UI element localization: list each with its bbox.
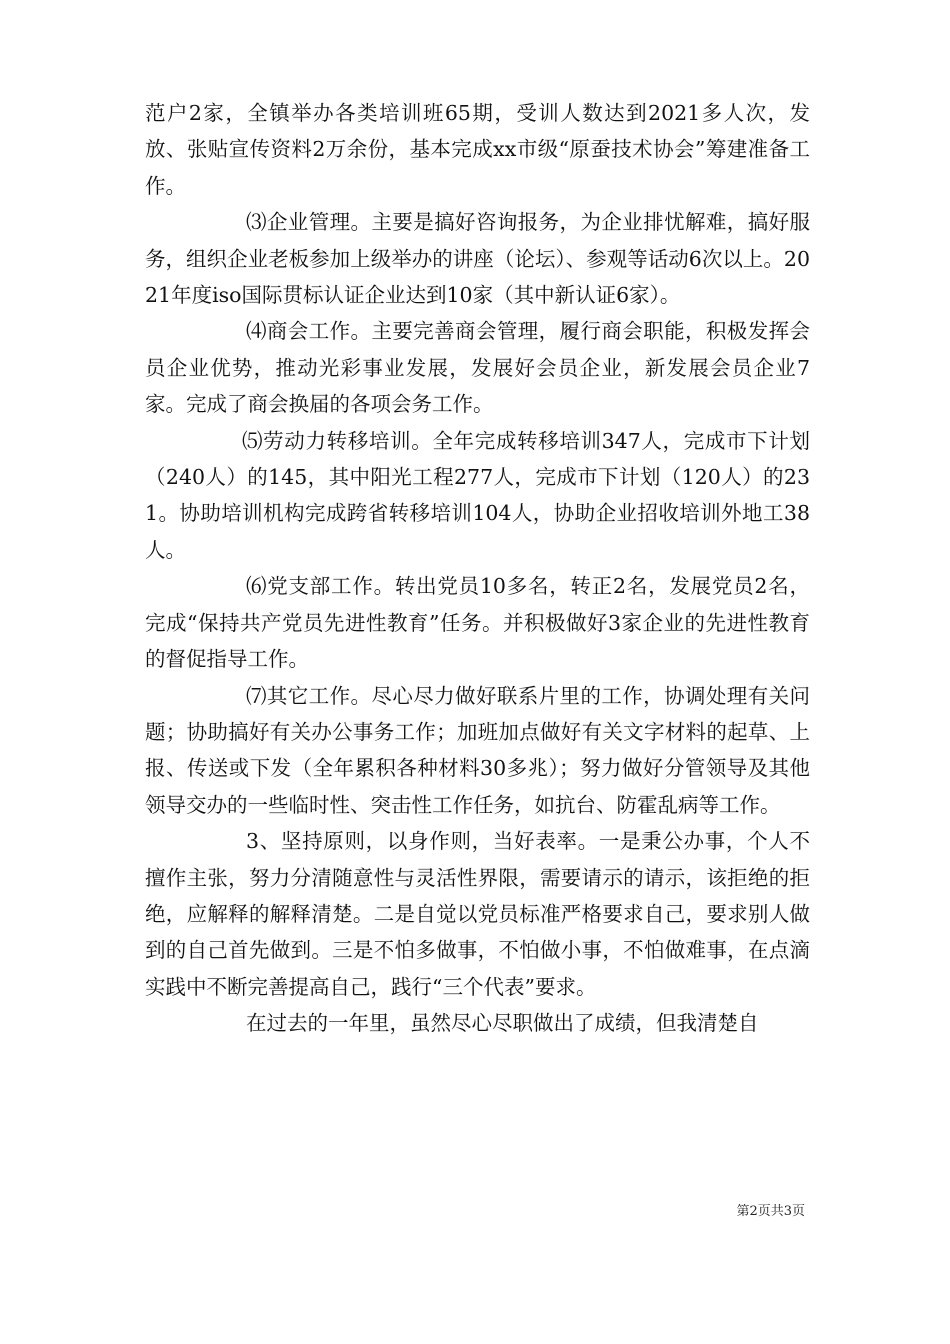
page-number: 第2页共3页 xyxy=(736,1204,805,1219)
paragraph-principles: 3、坚持原则，以身作则，当好表率。一是秉公办事，个人不擅作主张，努力分清随意性与灵活性界限，需要请示的请示，该拒绝的拒绝，应解释的解释清楚。二是自觉以党员标准严格要求自己，要求别人做到的自己首先做到。三是不怕多做事，不怕做小事，不怕做难事，在点滴实践中不断完善提高自己，践行“三个代表”要求。 xyxy=(145,829,810,999)
document-body xyxy=(145,95,810,1042)
paragraph-party-branch: ⑹党支部工作。转出党员10多名，转正2名，发展党员2名，完成“保持共产党员先进性教育”任务。并积极做好3家企业的先进性教育的督促指导工作。 xyxy=(145,574,810,672)
paragraph-reflection: 在过去的一年里，虽然尽心尽职做出了成绩，但我清楚自 xyxy=(246,1011,759,1036)
paragraph-other-work: ⑺其它工作。尽心尽力做好联系片里的工作，协调处理有关问题；协助搞好有关办公事务工作；加班加点做好有关文字材料的起草、上报、传送或下发（全年累积各种材料30多兆）；努力做好分管领导及其他领导交办的一些临时性、突击性工作任务，如抗台、防霍乱病等工作。 xyxy=(145,683,810,817)
paragraph-continuation: 范户2家，全镇举办各类培训班65期，受训人数达到2021多人次，发放、张贴宣传资料2万余份，基本完成xx市级“原蚕技术协会”筹建准备工作。 xyxy=(145,101,810,198)
paragraph-chamber-of-commerce: ⑷商会工作。主要完善商会管理，履行商会职能，积极发挥会员企业优势，推动光彩事业发展，发展好会员企业，新发展会员企业7家。完成了商会换届的各项会务工作。 xyxy=(145,319,810,417)
paragraph-labor-transfer-training: ⑸劳动力转移培训。全年完成转移培训347人，完成市下计划（240人）的145，其中阳光工程277人，完成市下计划（120人）的231。协助培训机构完成跨省转移培训104人，协助企业招收培训外地工38人。 xyxy=(145,428,810,562)
paragraph-enterprise-management: ⑶企业管理。主要是搞好咨询报务，为企业排忧解难，搞好服务，组织企业老板参加上级举办的讲座（论坛）、参观等话动6次以上。2021年度iso国际贯标认证企业达到10家（其中新认证6家）。 xyxy=(145,210,810,308)
